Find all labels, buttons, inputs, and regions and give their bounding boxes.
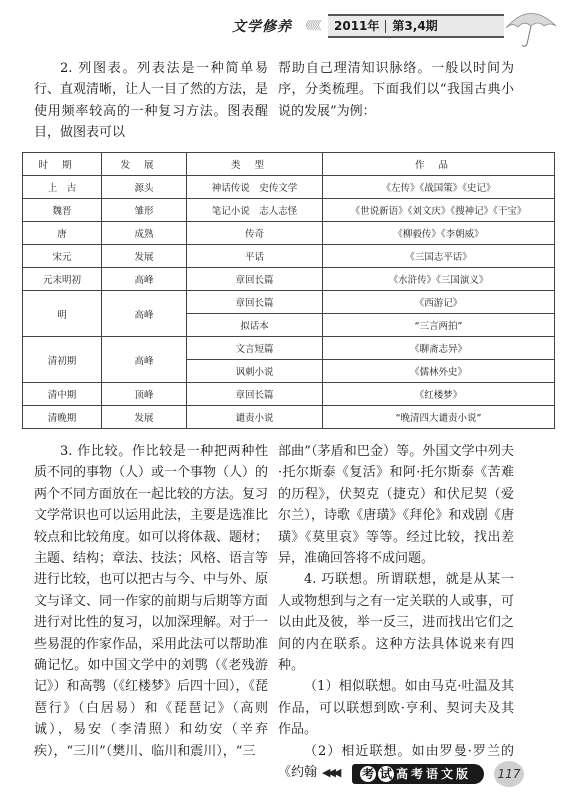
cell-works: 《世说新语》《刘文庆》《搜神记》《干宝》 bbox=[323, 199, 555, 222]
cell-works: 《红楼梦》 bbox=[323, 383, 555, 406]
cell-development: 源头 bbox=[102, 176, 187, 199]
cell-type: 章回长篇 bbox=[187, 268, 323, 291]
bottom-left-column bbox=[34, 441, 268, 762]
paragraph-near-association: （2）相近联想。如由罗曼·罗兰的《约翰 bbox=[278, 743, 514, 781]
cell-works: “晚清四大谴责小说” bbox=[323, 406, 555, 429]
cell-type: 传奇 bbox=[187, 222, 323, 245]
umbrella-icon bbox=[500, 6, 560, 50]
novel-history-table bbox=[22, 152, 555, 429]
top-left-column bbox=[34, 58, 268, 144]
cell-period: 魏晋 bbox=[23, 199, 102, 222]
table-row bbox=[23, 245, 555, 268]
cell-type: 讽刺小说 bbox=[187, 360, 323, 383]
paragraph-list-method: 2. 列图表。列表法是一种简单易行、直观清晰，让人一目了然的方法，是使用频率较高的一种复习方法。图表醒目，做图表可以 bbox=[34, 61, 269, 141]
cell-period: 清晚期 bbox=[23, 406, 102, 429]
separator bbox=[385, 20, 386, 33]
cell-works: 《水浒传》《三国演义》 bbox=[323, 268, 555, 291]
page-footer bbox=[0, 758, 581, 798]
table-row bbox=[23, 176, 555, 199]
table-row bbox=[23, 383, 555, 406]
cell-development: 顶峰 bbox=[102, 383, 187, 406]
cell-period: 明 bbox=[23, 291, 102, 337]
paragraph-comparison-cont: 部曲”（茅盾和巴金）等。外国文学中列夫·托尔斯泰《复活》和阿·托尔斯泰《苦难的历程》，伏契克（捷克）和伏尼契（爱尔兰），诗歌《唐璜》《拜伦》和戏剧《唐璜》《莫里哀》等等。经过比较，找出差异，准确回答将不成问题。 bbox=[278, 444, 514, 567]
cell-development: 高峰 bbox=[102, 268, 187, 291]
cell-works: 《左传》《战国策》《史记》 bbox=[323, 176, 555, 199]
header-works: 作品 bbox=[323, 153, 555, 176]
table-header-row bbox=[23, 153, 555, 176]
cell-works: 《柳毅传》《李朝威》 bbox=[323, 222, 555, 245]
cell-type: 谴责小说 bbox=[187, 406, 323, 429]
chevrons-decor: 《《《《 bbox=[300, 19, 320, 32]
issue-date-bar bbox=[328, 14, 504, 38]
magazine-badge bbox=[352, 764, 484, 784]
cell-type: 神话传说 史传文学 bbox=[187, 176, 323, 199]
table-row bbox=[23, 222, 555, 245]
cell-period: 上 古 bbox=[23, 176, 102, 199]
paragraph-comparison: 3. 作比较。作比较是一种把两种性质不同的事物（人）或一个事物（人）的两个不同方面放在一起比较的方法。复习文学常识也可以运用此法，主要是选准比较点和比较角度。如可以将体裁、题材；主题、结构；章法、技法；风格、语言等进行比较，也可以把古与今、中与外、原文与译文、同一作家的前期与后期等方面进行对比性的复习，以加深理解。对于一些易混的作家作品，采用此法可以帮助准确记忆。如中国文学中的刘鹗（《老残游记》）和高鹗（《红楼梦》后四十回），《琵琶行》（白居易）和《琵琶记》（高则诚），易安（李清照）和幼安（辛弃疾），“三川”（樊川、临川和震川），“三 bbox=[34, 444, 269, 759]
cell-period: 元末明初 bbox=[23, 268, 102, 291]
header-period: 时期 bbox=[23, 153, 102, 176]
cell-type: 平话 bbox=[187, 245, 323, 268]
badge-char-kao: 考 bbox=[361, 767, 374, 781]
issue-number: 第3,4期 bbox=[392, 19, 438, 33]
cell-type: 文言短篇 bbox=[187, 337, 323, 360]
cell-development: 雏形 bbox=[102, 199, 187, 222]
page-number: 117 bbox=[494, 761, 524, 787]
badge-char-shi: 试 bbox=[379, 767, 392, 781]
issue-year: 2011年 bbox=[334, 19, 380, 33]
cell-works: 《三国志平话》 bbox=[323, 245, 555, 268]
paragraph-similar-association: （1）相似联想。如由马克·吐温及其作品，可以联想到欧·亨利、契诃夫及其作品。 bbox=[278, 679, 514, 738]
badge-text: 高考语文版 bbox=[396, 767, 472, 781]
cell-development: 发展 bbox=[102, 245, 187, 268]
arrows-decor: ◀◀◀ bbox=[322, 766, 339, 779]
table-row bbox=[23, 268, 555, 291]
magazine-brand: 文学修养 bbox=[232, 19, 292, 35]
top-right-column bbox=[278, 58, 514, 122]
cell-type: 笔记小说 志人志怪 bbox=[187, 199, 323, 222]
table-row bbox=[23, 337, 555, 360]
table-row bbox=[23, 199, 555, 222]
cell-works: “三言两拍” bbox=[323, 314, 555, 337]
cell-period: 清初期 bbox=[23, 337, 102, 383]
cell-period: 宋元 bbox=[23, 245, 102, 268]
paragraph-association: 4. 巧联想。所谓联想，就是从某一人或物想到与之有一定关联的人或事，可以由此及彼，举一反三，进而找出它们之间的内在联系。这种方法具体说来有四种。 bbox=[278, 572, 514, 674]
cell-development: 高峰 bbox=[102, 291, 187, 337]
cell-development: 发展 bbox=[102, 406, 187, 429]
cell-works: 《西游记》 bbox=[323, 291, 555, 314]
page-header bbox=[0, 0, 581, 48]
paragraph-list-method-cont: 帮助自己理清知识脉络。一般以时间为序，分类梳理。下面我们以“我国古典小说的发展”为例： bbox=[278, 61, 514, 119]
table-row bbox=[23, 291, 555, 314]
bottom-right-column bbox=[278, 441, 514, 784]
cell-period: 唐 bbox=[23, 222, 102, 245]
cell-works: 《儒林外史》 bbox=[323, 360, 555, 383]
cell-type: 章回长篇 bbox=[187, 383, 323, 406]
cell-type: 章回长篇 bbox=[187, 291, 323, 314]
cell-type: 拟话本 bbox=[187, 314, 323, 337]
cell-development: 成熟 bbox=[102, 222, 187, 245]
header-type: 类型 bbox=[187, 153, 323, 176]
table-row bbox=[23, 406, 555, 429]
cell-period: 清中期 bbox=[23, 383, 102, 406]
cell-works: 《聊斋志异》 bbox=[323, 337, 555, 360]
cell-development: 高峰 bbox=[102, 337, 187, 383]
header-development: 发展 bbox=[102, 153, 187, 176]
